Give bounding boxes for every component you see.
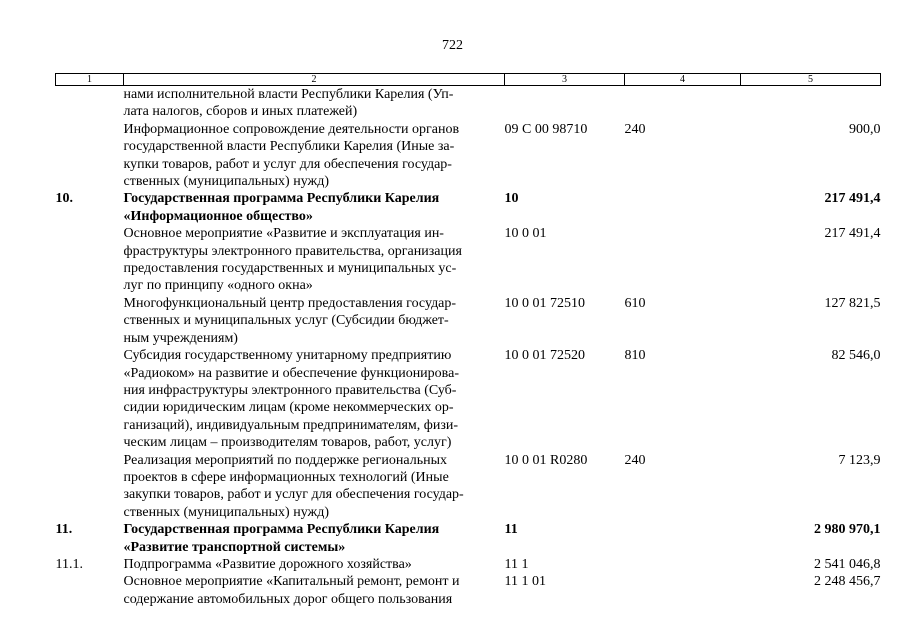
- row-amount-cell: 900,0: [849, 121, 881, 137]
- row-expense-type-cell: 240: [624, 452, 646, 468]
- table-row: [56, 347, 881, 451]
- row-number-cell: [56, 347, 124, 451]
- row-amount-cell: 127 821,5: [824, 295, 881, 311]
- row-number-cell: [56, 295, 124, 347]
- row-amount-cell: 82 546,0: [831, 348, 881, 364]
- row-expense-type-cell: [625, 225, 741, 295]
- row-code-cell: 10: [504, 191, 519, 207]
- row-amount-cell: [741, 86, 881, 121]
- row-number-cell: 10.: [55, 191, 73, 207]
- row-expense-type-cell: 810: [624, 348, 646, 364]
- row-expense-type-cell: [625, 556, 741, 573]
- row-name-cell: нами исполнительной власти Республики Карелия (Уп- лата налогов, сборов и иных платежей): [123, 87, 454, 120]
- table-row: [56, 573, 881, 608]
- row-code-cell: 11 1: [504, 556, 529, 572]
- column-header-4: 4: [625, 74, 741, 86]
- row-number-cell: 11.: [55, 522, 73, 538]
- row-name-cell: Государственная программа Республики Карелия «Информационное общество»: [123, 191, 440, 224]
- row-expense-type-cell: [625, 190, 741, 225]
- row-amount-cell: 2 541 046,8: [814, 556, 881, 572]
- budget-table: [55, 73, 881, 608]
- row-code-cell: 09 С 00 98710: [504, 121, 588, 137]
- row-name-cell: Подпрограмма «Развитие дорожного хозяйства»: [123, 556, 412, 572]
- row-code-cell: [505, 86, 625, 121]
- table-row: [56, 225, 881, 295]
- row-code-cell: 11 1 01: [504, 574, 546, 590]
- table-row: [56, 190, 881, 225]
- row-amount-cell: 2 980 970,1: [814, 522, 881, 538]
- row-code-cell: 10 0 01 72510: [504, 295, 585, 311]
- row-amount-cell: 2 248 456,7: [814, 574, 881, 590]
- row-expense-type-cell: [625, 521, 741, 556]
- row-name-cell: Многофункциональный центр предоставления государ- ственных и муниципальных услуг (Субсидии бюджет- ным учреждениям): [123, 295, 457, 346]
- row-expense-type-cell: [625, 573, 741, 608]
- page-number: 722: [442, 38, 463, 53]
- table-row: [56, 86, 881, 121]
- column-header-5: 5: [741, 74, 881, 86]
- column-header-2: 2: [124, 74, 505, 86]
- column-header-3: 3: [505, 74, 625, 86]
- row-name-cell: Основное мероприятие «Развитие и эксплуатация ин- фраструктуры электронного правительства, организация предоставления государственных и муниципальных ус- луг по принципу «одного окна»: [123, 226, 462, 294]
- table-body: [56, 86, 881, 609]
- row-number-cell: [56, 452, 124, 522]
- table-row: [56, 556, 881, 573]
- table-row: [56, 121, 881, 191]
- row-expense-type-cell: 240: [624, 121, 646, 137]
- row-amount-cell: 217 491,4: [824, 191, 881, 207]
- column-header-1: 1: [56, 74, 124, 86]
- row-number-cell: [56, 225, 124, 295]
- row-code-cell: 10 0 01 72520: [504, 348, 585, 364]
- row-name-cell: Субсидия государственному унитарному предприятию «Радиоком» на развитие и обеспечение функционирова- ния инфраструктуры электронного правительства (Суб- сидии юридическим лицам (кроме некоммерческих ор- ганизаций), индивидуальным предпринимателям, физи- ческим лицам – производителям товаров, работ, услуг): [123, 348, 459, 451]
- row-code-cell: 11: [504, 522, 518, 538]
- row-code-cell: 10 0 01 R0280: [504, 452, 588, 468]
- row-amount-cell: 217 491,4: [824, 226, 881, 242]
- row-expense-type-cell: [625, 86, 741, 121]
- row-expense-type-cell: 610: [624, 295, 646, 311]
- row-number-cell: [56, 86, 124, 121]
- row-name-cell: Основное мероприятие «Капитальный ремонт, ремонт и содержание автомобильных дорог общего пользования: [123, 574, 460, 607]
- row-name-cell: Информационное сопровождение деятельности органов государственной власти Республики Карелия (Иные за- купки товаров, работ и услуг для обеспечения государ- ственных (муниципальных) нужд): [123, 121, 460, 190]
- row-name-cell: Реализация мероприятий по поддержке региональных проектов в сфере информационных технологий (Иные закупки товаров, работ и услуг для обеспечения государ- ственных (муниципальных) нужд): [123, 452, 464, 520]
- row-number-cell: [56, 121, 124, 191]
- table-row: [56, 521, 881, 556]
- row-name-cell: Государственная программа Республики Карелия «Развитие транспортной системы»: [123, 522, 440, 555]
- column-number-row: [56, 74, 881, 86]
- row-number-cell: 11.1.: [55, 556, 83, 572]
- row-code-cell: 10 0 01: [504, 226, 547, 242]
- row-amount-cell: 7 123,9: [838, 452, 881, 468]
- table-row: [56, 295, 881, 347]
- table-row: [56, 452, 881, 522]
- row-number-cell: [56, 573, 124, 608]
